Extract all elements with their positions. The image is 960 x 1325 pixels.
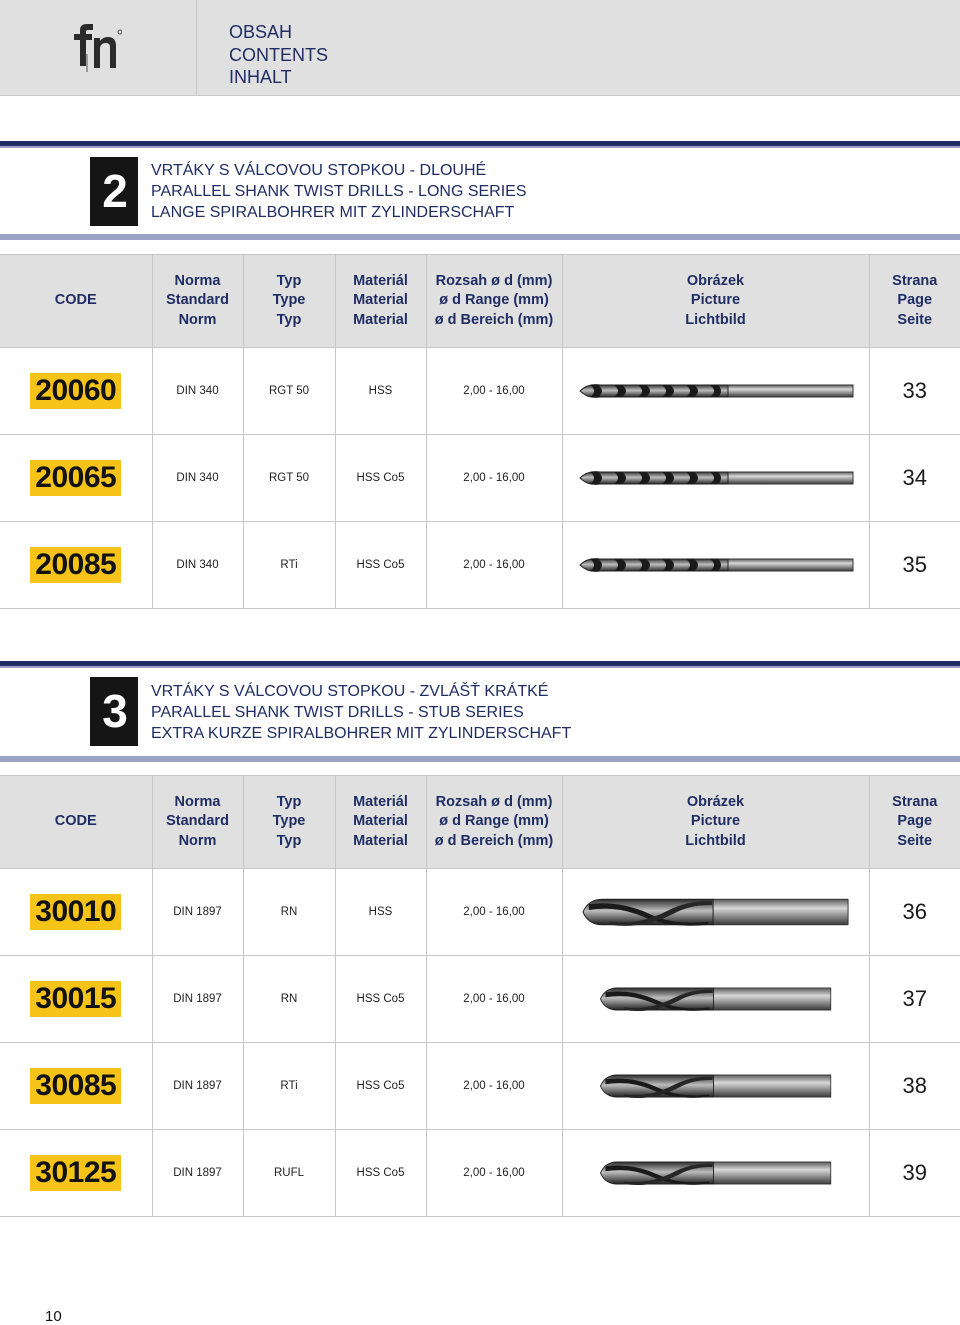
range-cell: 2,00 - 16,00 — [426, 522, 562, 609]
range-cell: 2,00 - 16,00 — [426, 348, 562, 435]
section-3-number: 3 — [90, 677, 138, 746]
stub-drill-icon — [578, 982, 854, 1016]
section-3-title-en: PARALLEL SHANK TWIST DRILLS - STUB SERIES — [151, 704, 524, 721]
table-row[interactable] — [0, 435, 960, 522]
norm-cell: DIN 1897 — [152, 1130, 243, 1217]
col-norma: Norma Standard Norm — [152, 255, 243, 348]
long-drill-icon — [578, 555, 854, 575]
section-3-title-cz: VRTÁKY S VÁLCOVOU STOPKOU - ZVLÁŠŤ KRÁTKÉ — [151, 683, 549, 700]
contents-title-en: CONTENTS — [229, 44, 328, 65]
section-3-titles — [151, 681, 571, 744]
logo-area — [0, 0, 197, 96]
contents-title-de: INHALT — [229, 67, 292, 87]
col-page: Strana Page Seite — [869, 255, 960, 348]
section-2-titles — [151, 160, 527, 223]
col-range: Rozsah ø d (mm) ø d Range (mm) ø d Bereich (mm) — [426, 255, 562, 348]
range-cell: 2,00 - 16,00 — [426, 956, 562, 1043]
col-material: Materiál Material Material — [335, 255, 426, 348]
material-cell: HSS Co5 — [335, 435, 426, 522]
section-2-title-de: LANGE SPIRALBOHRER MIT ZYLINDERSCHAFT — [151, 204, 515, 221]
material-cell: HSS — [335, 348, 426, 435]
section-2-title-cz: VRTÁKY S VÁLCOVOU STOPKOU - DLOUHÉ — [151, 162, 487, 179]
material-cell: HSS Co5 — [335, 1130, 426, 1217]
norm-cell: DIN 1897 — [152, 956, 243, 1043]
product-code[interactable]: 30085 — [30, 1068, 121, 1104]
product-code[interactable]: 20060 — [30, 373, 121, 409]
col-code: CODE — [0, 776, 152, 869]
section-3-top-bar — [0, 661, 960, 668]
stub-drill-icon — [578, 1156, 854, 1190]
col-picture: Obrázek Picture Lichtbild — [562, 776, 869, 869]
norm-cell: DIN 1897 — [152, 1043, 243, 1130]
norm-cell: DIN 340 — [152, 522, 243, 609]
material-cell: HSS Co5 — [335, 522, 426, 609]
section-3-bottom-bar — [0, 756, 960, 762]
type-cell: RUFL — [243, 1130, 335, 1217]
top-header — [0, 0, 960, 96]
col-material: Materiál Material Material — [335, 776, 426, 869]
section-3-table — [0, 775, 960, 1217]
product-code[interactable]: 30015 — [30, 981, 121, 1017]
type-cell: RN — [243, 956, 335, 1043]
table-row[interactable] — [0, 1130, 960, 1217]
material-cell: HSS Co5 — [335, 956, 426, 1043]
section-2-number: 2 — [90, 157, 138, 226]
product-code[interactable]: 20065 — [30, 460, 121, 496]
norm-cell: DIN 340 — [152, 348, 243, 435]
col-picture: Obrázek Picture Lichtbild — [562, 255, 869, 348]
type-cell: RN — [243, 869, 335, 956]
product-code[interactable]: 20085 — [30, 547, 121, 583]
long-drill-icon — [578, 381, 854, 401]
stub-drill-icon — [578, 1069, 854, 1103]
footer-page-number: 10 — [45, 1308, 62, 1325]
table-row[interactable] — [0, 956, 960, 1043]
table-row[interactable] — [0, 348, 960, 435]
section-2-bottom-bar — [0, 234, 960, 240]
material-cell: HSS — [335, 869, 426, 956]
col-typ: Typ Type Typ — [243, 776, 335, 869]
table-row[interactable] — [0, 522, 960, 609]
page-link[interactable]: 35 — [902, 552, 927, 577]
range-cell: 2,00 - 16,00 — [426, 869, 562, 956]
col-code: CODE — [0, 255, 152, 348]
section-2-title-en: PARALLEL SHANK TWIST DRILLS - LONG SERIES — [151, 183, 527, 200]
range-cell: 2,00 - 16,00 — [426, 435, 562, 522]
stub-drill-icon — [581, 892, 851, 932]
material-cell: HSS Co5 — [335, 1043, 426, 1130]
col-range: Rozsah ø d (mm) ø d Range (mm) ø d Bereich (mm) — [426, 776, 562, 869]
norm-cell: DIN 1897 — [152, 869, 243, 956]
table-row[interactable] — [0, 869, 960, 956]
page-link[interactable]: 37 — [902, 986, 927, 1011]
norm-cell: DIN 340 — [152, 435, 243, 522]
type-cell: RGT 50 — [243, 348, 335, 435]
page-link[interactable]: 34 — [902, 465, 927, 490]
product-code[interactable]: 30125 — [30, 1155, 121, 1191]
range-cell: 2,00 - 16,00 — [426, 1130, 562, 1217]
type-cell: RTi — [243, 1043, 335, 1130]
section-2-top-bar — [0, 141, 960, 148]
col-typ: Typ Type Typ — [243, 255, 335, 348]
range-cell: 2,00 - 16,00 — [426, 1043, 562, 1130]
section-2-table — [0, 254, 960, 609]
contents-title-cz: OBSAH — [229, 22, 293, 42]
table-header-row — [0, 776, 960, 869]
type-cell: RGT 50 — [243, 435, 335, 522]
page-link[interactable]: 36 — [902, 899, 927, 924]
product-code[interactable]: 30010 — [30, 894, 121, 930]
table-row[interactable] — [0, 1043, 960, 1130]
long-drill-icon — [578, 468, 854, 488]
table-header-row — [0, 255, 960, 348]
page-link[interactable]: 38 — [902, 1073, 927, 1098]
type-cell: RTi — [243, 522, 335, 609]
page-link[interactable]: 33 — [902, 378, 927, 403]
section-3-title-de: EXTRA KURZE SPIRALBOHRER MIT ZYLINDERSCHAFT — [151, 725, 572, 742]
fn-logo — [70, 22, 122, 72]
col-norma: Norma Standard Norm — [152, 776, 243, 869]
col-page: Strana Page Seite — [869, 776, 960, 869]
page-link[interactable]: 39 — [902, 1160, 927, 1185]
contents-title — [229, 21, 328, 89]
